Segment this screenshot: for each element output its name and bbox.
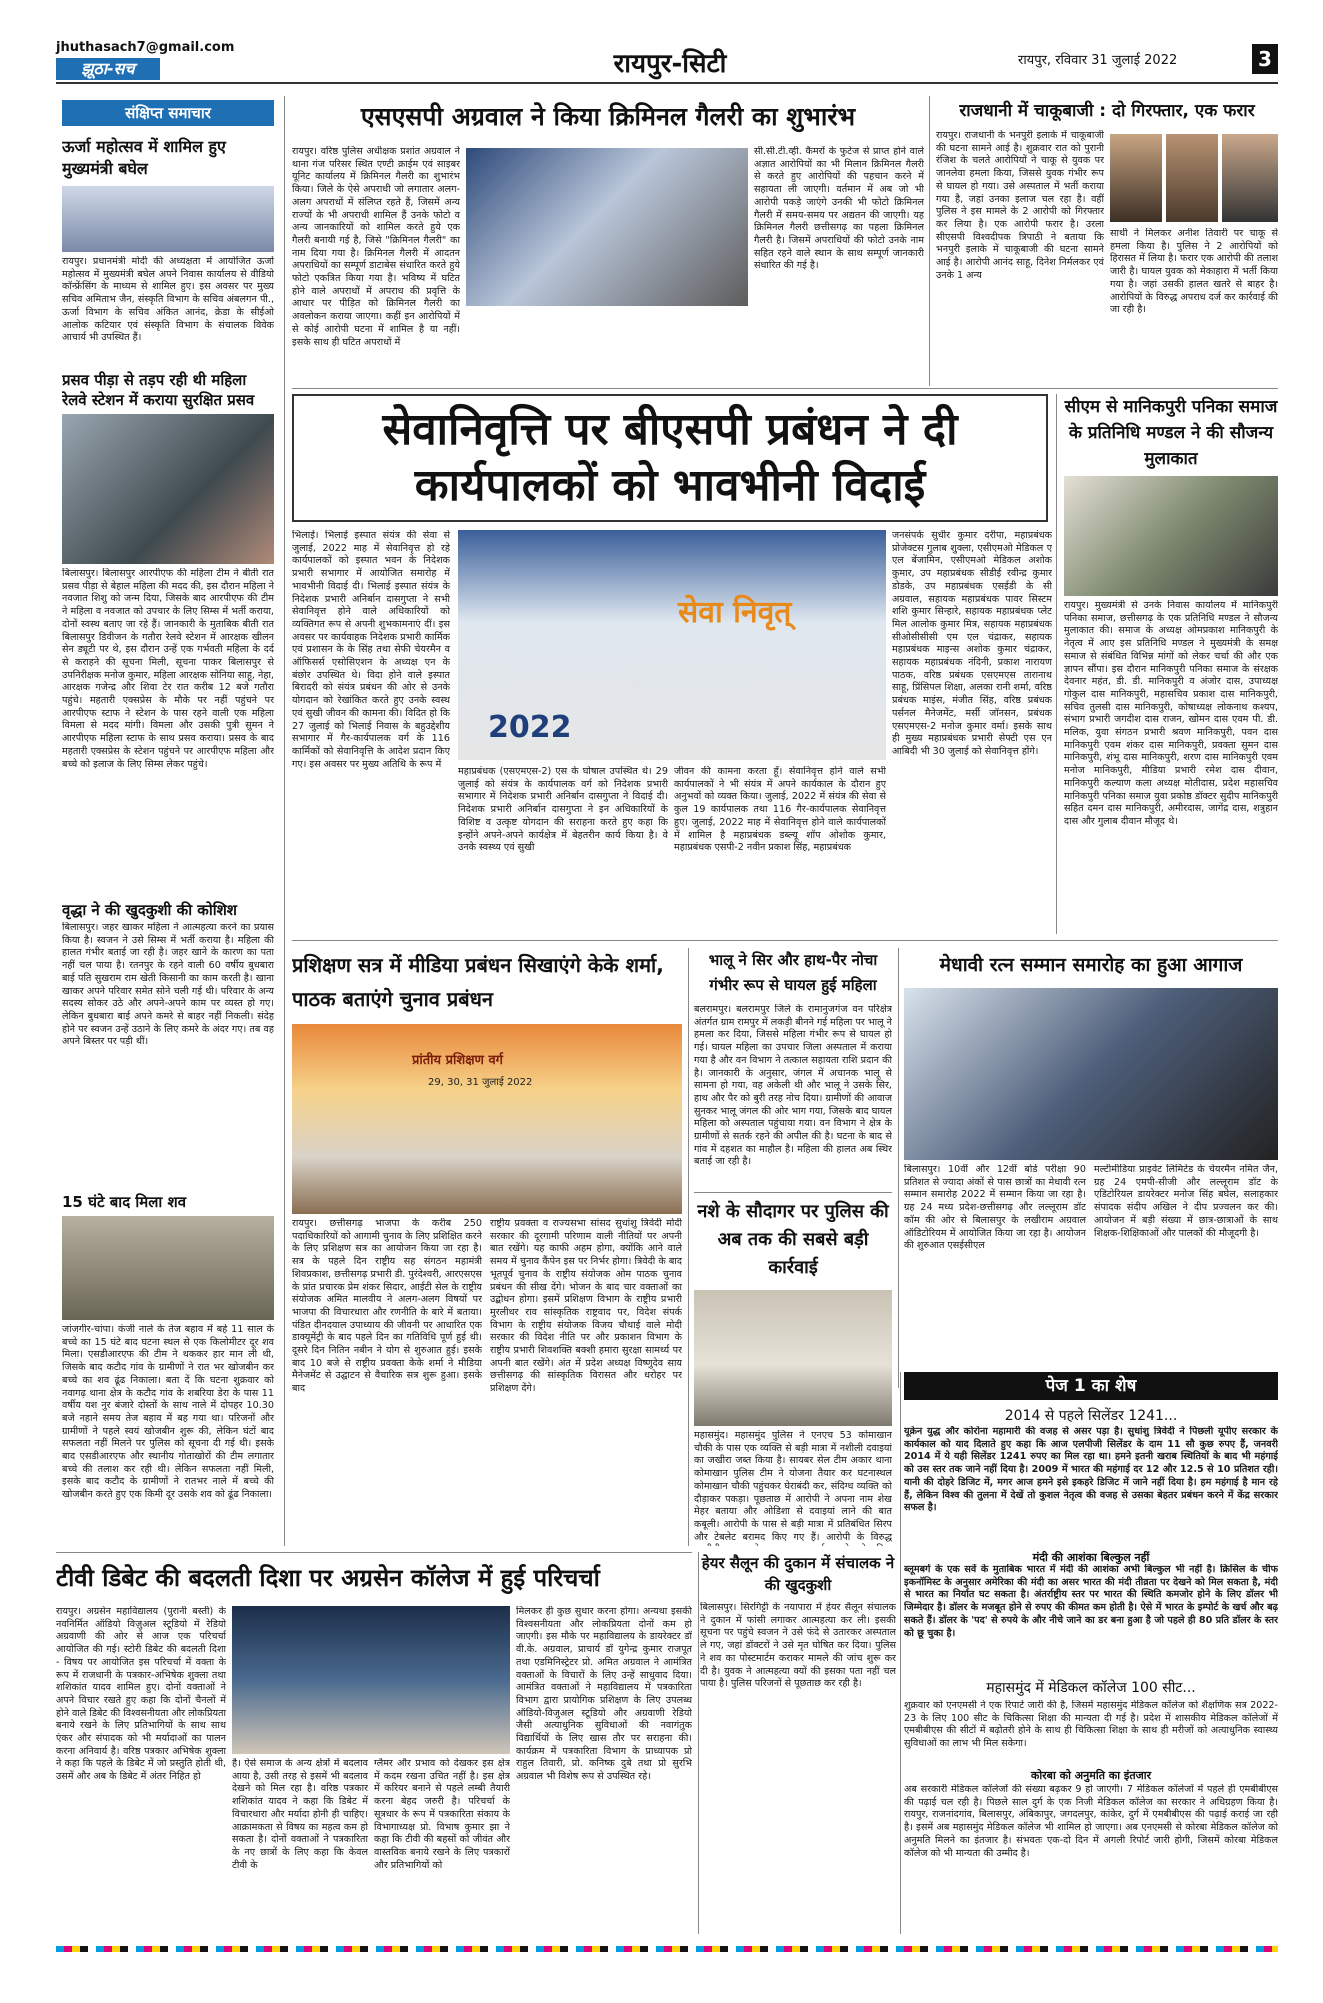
drowning-search-photo (62, 1216, 274, 1320)
bsp-text-4: जनसंपर्क सुधीर कुमार दरीपा, महाप्रबंधक प्रोजेक्टस गुलाब शुक्ला, एसीएमओ मेडिकल ए एल बेंजामिन, एसीएमओ मेडिकल अशोक कुमार, उप महाप्रबंधक सीडीई रवीन्द्र कुमार डोडके, उप महाप्रबंधक एसईडी के सी अग्रवाल, सहायक महाप्रबंधक पावर सिस्टम शशि कुमार सिन्हारे, सहायक महाप्रबंधक प्लेट मिल आलोक कुमार मित्र, सहायक महाप्रबंधक सीओसीसीसी एम एल चंद्राकर, सहायक महाप्रबंधक माइन्स अशोक कुमार चंद्राकर, सहायक महाप्रबंधक नंदिनी, प्रकाश नारायण पाठक, वरिष्ठ प्रबंधक एसएमएस तारानाथ साहू, प्रिंसिपल शिक्षा, अलका रानी शर्मा, वरिष्ठ प्रबंधक माइंस, मंजीत सिंह, वरिष्ठ प्रबंधक पर्सनल मैनेजमेंट, मर्सी जॉनसन, प्रबंधक एसएमएस-2 मनोज कुमार वर्मा। इसके साथ ही मुख्य महाप्रबंधक प्रभारी सेफ्टी एस एन आबिदी भी 30 जुलाई को सेवानिवृत्त होंगे। (892, 530, 1052, 757)
drugs-text: महासमुंद। महासमुंद पुलिस ने एनएच 53 कोमाखान चौकी के पास एक व्यक्ति से बड़ी मात्रा में नशीली दवाइयां का जखीरा जब्त किया है। सायबर सेल टीम अकार थाना कोमाखान पुलिस टीम ने योजना तैयार कर घटनास्थल कोमाखान चौकी पहुंचकर घेराबंदी कर, संदिग्ध व्यक्ति को दौड़ाकर पकड़ा। पूछताछ में आरोपी ने अपना नाम शेख मेहर बताया और ओडिशा से दवाइयां लाने की बात कबूली। आरोपी के पास से बड़ी मात्रा में प्रतिबंधित सिरप और टेबलेट बरामद किए गए हैं। आरोपी के विरुद्ध (694, 1430, 892, 1543)
training-text-2: राष्ट्रीय प्रवक्ता व राज्यसभा सांसद सुधांशु त्रिवेदी मोदी सरकार की दूरगामी परिणाम वाली नीतियों पर अपनी बात रखेंगे। यह काफी अहम होगा, क्योंकि आने वाले समय में चुनाव कैंपेन इस पर निर्भर होगा। त्रिवेदी के बाद भूतपूर्व चुनाव के राष्ट्रीय संयोजक ओम पाठक चुनाव प्रबंधन की सीख देंगे। भोजन के बाद चार वक्ताओं का उद्बोधन होगा। इसमें प्रशिक्षण विभाग के राष्ट्रीय प्रभारी मुरलीधर राव सांस्कृतिक राष्ट्रवाद पर, विदेश संपर्क विभाग के राष्ट्रीय संयोजक विजय चौथाई वाले मोदी सरकार की विदेश नीति पर और प्रकाशन विभाग के राष्ट्रीय प्रभारी शिवशक्ति बक्शी हमारा सुरक्षा सामर्थ्य पर अपनी बात रखेंगे। अंत में प्रदेश अध्यक्ष विष्णुदेव साय छत्तीसगढ़ की सांस्कृतिक विरासत और धरोहर पर प्रशिक्षण देंगे। (490, 1218, 682, 1395)
bsp-text-1: भिलाई। भिलाई इस्पात संयंत्र की सेवा से जुलाई, 2022 माह में सेवानिवृत्त हो रहे कार्यपालकों को इस्पात भवन के निदेशक प्रभारी सभागार में आयोजित समारोह में भावभीनी विदाई दी। भिलाई इस्पात संयंत्र के निदेशक प्रभारी अनिर्बान दासगुप्ता ने सभी सेवानिवृत्त होने वाले अधिकारियों को व्यक्तिगत रूप से अपनी शुभकामनाएं दीं। इस अवसर पर कार्यवाहक निदेशक प्रभारी कार्मिक एवं प्रशासन के के सिंह तथा सेफी चेयरमैन व ऑफिसर्स एसोसिएशन के अध्यक्ष एन के बंछोर उपस्थित थे। विदा होने वाले इस्पात बिरादरी को संयंत्र प्रबंधन की ओर से उनके योगदान को रेखांकित करते हुए उनके स्वस्थ एवं सुखी जीवन की कामना की। विदित हो कि 27 जुलाई को भिलाई निवास के बहुउद्देशीय सभागार में गैर-कार्यपालक वर्ग के 116 कार्मिकों को सेवानिवृत्ति के आदेश प्रदान किए गए। इस अवसर पर मुख्य अतिथि के रूप में (292, 530, 450, 770)
cont-heading-1: 2014 से पहले सिलेंडर 1241... (1004, 1408, 1178, 1424)
tv-headline: टीवी डिबेट की बदलती दिशा पर अग्रसेन कॉलेज में हुई परिचर्चा (56, 1564, 600, 1592)
cm-meeting-photo (1064, 476, 1278, 596)
email-text: jhuthasach7@gmail.com (56, 40, 235, 55)
gallery-text-2: सी.सी.टी.व्ही. कैमरों के फुटेज से प्राप्त होने वाले अज्ञात आरोपियों का भी मिलान क्रिमिनल गैलरी से करते हुए आरोपियों की पहचान करने में सहायता ली जाएगी। वर्तमान में अब जो भी आरोपी पकड़े जाएंगे उनकी भी फोटो क्रिमिनल गैलरी में समय-समय पर अद्यतन की जाएगी। यह क्रिमिनल गैलरी छत्तीसगढ़ का पहला क्रिमिनल गैलरी है। जिसमें अपराधियों की फोटो उनके नाम सहित रहने वाले स्थान के साथ सम्पूर्ण जानकारी संधारित की गई है। (754, 146, 924, 272)
bear-headline: भालू ने सिर और हाथ-पैर नोचा गंभीर रूप से घायल हुई महिला (708, 951, 878, 994)
color-registration-bar (56, 1946, 1278, 1952)
banner-text: सेवा निवृत् (678, 595, 792, 630)
cont-text-2: ब्लूमबर्ग के एक सर्वे के मुताबिक भारत में मंदी की आशंका अभी बिल्कुल भी नहीं है। क्रिसिल के चीफ इकनॉमिस्ट के अनुसार अमेरिका की मंदी का असर भारत की मंदी तीव्रता पर देखने को मिल सकता है, मंदी से भारत का निर्यात घट सकता है। अंतर्राष्ट्रीय स्तर पर भारत की स्थिति कमजोर होने के लिए डॉलर भी जिम्मेदार है। डॉलर के मजबूत होने से रुपए की कीमत कम होती है। ऐसे में भारत के इम्पोर्ट के खर्च और बढ़ सकते हैं। डॉलर के 'पद' से रुपये के और नीचे जाने का डर बना हुआ है जो पहले ही 80 प्रति डॉलर के स्तर को छू चुका है। (904, 1564, 1278, 1639)
training-text-1: रायपुर। छत्तीसगढ़ भाजपा के करीब 250 पदाधिकारियों को आगामी चुनाव के लिए प्रशिक्षित करने के लिए प्रशिक्षण सत्र का आयोजन किया जा रहा है। सत्र के पहले दिन राष्ट्रीय सह संगठन महामंत्री शिवप्रकाश, छत्तीसगढ़ प्रभारी डी. पुरंदेश्वरी, आरएसएस के प्रांत प्रचारक प्रेम शंकर सिदार, आईटी सेल के राष्ट्रीय संयोजक अमित मालवीय ने अलग-अलग विषयों पर भाजपा की विचारधारा और रणनीति के बारे में बताया। पंडित दीनदयाल उपाध्याय की जीवनी पर आधारित एक डाक्यूमेंट्री के बाद पहले दिन का गतिविधि पूर्ण हुई थी। दूसरे दिन नितिन नबीन ने योग से शुरुआत हुई। इसके बाद 10 बजे से राष्ट्रीय प्रवक्ता केके शर्मा ने मीडिया मैनेजमेंट से उद्घाटन से वैचारिक सत्र शुरू हुआ। इसके बाद (292, 1218, 482, 1395)
bsp-text-3: जीवन की कामना करता हूँ। सेवानिवृत्त होने वाले सभी कार्यपालकों ने भी संयंत्र में अपने कार्यकाल के दौरान हुए अनुभवों को व्यक्त किया। जुलाई, 2022 में संयंत्र की सेवा से कुल 19 कार्यपालक तथा 116 गैर-कार्यपालक सेवानिवृत्त हुए। जुलाई, 2022 माह में सेवानिवृत्त होने वाले कार्यपालकों में शामिल है महाप्रबंधक डब्ल्यू शॉप ओशोक कुमार, महाप्रबंधक एसपी-2 नवीन प्रकाश सिंह, महाप्रबंधक (674, 766, 886, 854)
cont-text-1: यूक्रेन युद्ध और कोरोना महामारी की वजह से असर पड़ा है। सुधांशु त्रिवेदी ने पिछली यूपीए सरकार के कार्यकाल को याद दिलाते हुए कहा कि आज एलपीजी सिलेंडर के दाम 11 सौ कुछ रुपए हैं, जनवरी 2014 में ये यही सिलेंडर 1241 रुपए का मिल रहा था। हमने इतनी खराब स्थितियों के बाद भी महंगाई को उस स्तर तक जाने नहीं दिया है। 2009 में भारत की महंगाई दर 12 और 12.5 से 10 प्रतिशत रही। यानी की दोहरे डिजिट में, मगर आज हमने इसे इकहरे डिजिट में जाने नहीं दिया है। हम महंगाई है मान रहे हैं, लेकिन विश्व की तुलना में देखें तो कुशल नेतृत्व की वजह से उसका बेहतर प्रबंधन करने में केंद्र सरकार सफल है। (904, 1426, 1278, 1514)
criminal-gallery-photo (466, 148, 748, 306)
brief-text-2: बिलासपुर। बिलासपुर आरपीएफ की महिला टीम ने बीती रात प्रसव पीड़ा से बेहाल महिला की मदद की, इस दौरान महिला ने नवजात शिशु को जन्म दिया, जिसके बाद आरपीएफ की टीम ने महिला व नवजात को उपचार के लिए सिम्स में भर्ती कराया, दोनों स्वस्थ बताए जा रहे हैं। जानकारी के मुताबिक बीती रात बिलासपुर डिवीजन के गतौरा रेलवे स्टेशन में आरक्षक खीलन सेन ड्यूटी पर थे, इस दौरान उन्हें एक गर्भवती महिला के दर्द से कराहने की सूचना मिली, सूचना पाकर बिलासपुर से उपनिरीक्षक मनोज कुमार, महिला आरक्षक सोनिया साहू, नेहा, आरक्षक गजेन्द्र और शिवा टेर रात करीब 12 बजे गतौरा पहुंचे। महतारी एक्सप्रेस के मौके पर नहीं पहुंचने पर आरपीएफ स्टाफ ने स्टेशन के पास रहने वाली एक महिला विमला से मदद मांगी। विमला और उसकी पुत्री सुमन ने आरपीएफ महिला स्टाफ के साथ प्रसव कराया। प्रसव के बाद महतारी एक्सप्रेस के स्टेशन पहुंचने पर आरपीएफ महिला और बच्चे को इलाज के लिए सिम्स लेकर पहुंचे। (62, 568, 274, 770)
tv-text-2: है। ऐसे समाज के अन्य क्षेत्रों में बदलाव आया है, उसी तरह से इसमें भी बदलाव देखने को मिल रहा है। वरिष्ठ पत्रकार शशिकांत यादव ने कहा कि डिबेट में विचारधारा और मर्यादा होनी ही चाहिए। आक्रामकता से विषय का महत्व कम हो सकता है। दोनों वक्ताओं ने पत्रकारिता के नए छात्रों के लिए कहा कि केवल टीवी के (232, 1758, 368, 1871)
newspaper-logo: झूठा-सच (56, 58, 160, 80)
banner-year: 2022 (488, 710, 572, 745)
brief-text-1: रायपुर। प्रधानमंत्री मोदी की अध्यक्षता में आयोजित ऊर्जा महोत्सव में मुख्यमंत्री बघेल अपने निवास कार्यालय से वीडियो कॉन्फ्रेंसिंग के माध्यम से शामिल हुए। इस अवसर पर मुख्य सचिव अमिताभ जैन, संस्कृति विभाग के सचिव अंबलगन पी., ऊर्जा विभाग के सचिव अंकित आनंद, क्रेडा के सीईओ आलोक कटियार एवं संस्कृति विभाग के संचालक विवेक आचार्य भी उपस्थित हैं। (62, 256, 274, 344)
drugs-headline: नशे के सौदागर पर पुलिस की अब तक की सबसे बड़ी कार्रवाई (697, 1201, 889, 1278)
bsp-farewell-photo (458, 530, 886, 760)
stage-banner: प्रांतीय प्रशिक्षण वर्ग (412, 1053, 504, 1068)
accused-photo-1 (1110, 134, 1162, 222)
page-number: 3 (1252, 44, 1278, 74)
award-ceremony-photo (904, 988, 1278, 1160)
saloon-text: बिलासपुर। सिरगिट्टी के नयापारा में हेयर सैलून संचालक ने दुकान में फांसी लगाकर आत्महत्या कर ली। इसकी सूचना पर पहुंचे स्वजन ने उसे फंदे से उतारकर अस्पताल ले गए, जहां डॉक्टरों ने उसे मृत घोषित कर दिया। पुलिस ने शव का पोस्टमार्टम कराकर मामले की जांच शुरू कर दी है। युवक ने आत्महत्या क्यों की इसका पता नहीं चल पाया है। पुलिस परिजनों से पूछताछ कर रही है। (700, 1602, 896, 1690)
award-headline: मेधावी रत्न सम्मान समारोह का हुआ आगाज (939, 954, 1243, 976)
tv-text-1: रायपुर। अग्रसेन महाविद्यालय (पुरानी बस्ती) के नवनिर्मित ऑडियो विज़ुअल स्टूडियो में रेडियो अग्रवाणी की ओर से आज एक परिचर्चा आयोजित की गई। स्टोरी डिबेट की बदलती दिशा - विषय पर आयोजित इस परिचर्चा में वक्ता के रूप में राजधानी के पत्रकार-अभिषेक शुक्ला तथा शशिकांत यादव शामिल हुए। दोनों वक्ताओं ने अपने विचार रखते हुए कहा कि दोनों चैनलों में होने वाले डिबेट की विश्वसनीयता और लोकप्रियता बनाये रखने के लिए प्रतिभागियों के साथ साथ एंकर और संपादक को भी मर्यादाओं का पालन करना अनिवार्य है। वरिष्ठ पत्रकार अभिषेक शुक्ला ने कहा कि पहले के डिबेट में जो प्रस्तुति होती थी, उसमें और अब के डिबेट में अंतर निहित हो (56, 1606, 226, 1783)
brief-headline-3: वृद्धा ने की खुदकुशी की कोशिश (62, 901, 237, 919)
training-headline: प्रशिक्षण सत्र में मीडिया प्रबंधन सिखाएंगे केके शर्मा, पाठक बताएंगे चुनाव प्रबंधन (292, 953, 664, 1011)
cont-text-3: शुक्रवार को एनएमसी ने एक रिपार्ट जारी की है, जिसमें महासमुंद मेडिकल कॉलेज को शैक्षणिक सत्र 2022-23 के लिए 100 सीट के चिकित्सा शिक्षा की मान्यता दी गई है। प्रदेश में शासकीय मेडिकल कॉलेजों में एमबीबीएस की सीटों में बढ़ोतरी होने के साथ ही चिकित्सा शिक्षा के साथ ही मरीजों को अत्याधुनिक स्वास्थ्य सुविधाओं का लाभ भी मिल सकेगा। (904, 1700, 1278, 1750)
cont-text-4: अब सरकारी मेडिकल कॉलेजों की संख्या बढ़कर 9 हो जाएगी। 7 मेडिकल कॉलेजों में पहले ही एमबीबीएस की पढ़ाई चल रही है। पिछले साल दुर्ग के एक निजी मेडिकल कॉलेज का सरकार ने अधिग्रहण किया है। रायपुर, राजनांदगांव, बिलासपुर, अंबिकापुर, जगदलपुर, कांकेर, दुर्ग में एमबीबीएस की पढ़ाई कराई जा रही है। इसमें अब महासमुंद मेडिकल कॉलेज भी शामिल हो जाएगा। अब एनएमसी से कोरबा मेडिकल कॉलेज को अनुमति मिलने का इंतजार है। संभवतः एक-दो दिन में अगली रिपोर्ट जारी होगी, जिसमें कोरबा मेडिकल कॉलेज को भी मान्यता की उम्मीद है। (904, 1784, 1278, 1859)
masthead (0, 0, 1323, 84)
tv-text-3: ग्लैमर और प्रभाव को देखकर इस क्षेत्र में कदम रखना उचित नहीं है। इस क्षेत्र में करियर बनाने से पहले लम्बी तैयारी करना बेहद जरुरी है। परिचर्चा के सूत्रधार के रूप में पत्रकारिता संकाय के विभागाध्यक्ष प्रो. विभाष कुमार झा ने कहा कि टीवी की बहसों को जीवंत और वास्तविक बनाये रखने के लिए पत्रकारों और प्रतिभागियों को (374, 1758, 510, 1871)
issue-date: रायपुर, रविवार 31 जुलाई 2022 (1018, 53, 1178, 68)
tv-text-4: मिलकर ही कुछ सुधार करना होगा। अन्यथा इसकी विश्वसनीयता और लोकप्रियता दोनों कम हो जाएगी। इस मौके पर महाविद्यालय के डायरेक्टर डॉ वी.के. अग्रवाल, प्राचार्य डॉ युगेन्द्र कुमार राजपूत तथा एडमिनिस्ट्रेटर प्रो. अमित अग्रवाल ने आमंत्रित वक्ताओं के विचारों के लिए उन्हें साधुवाद दिया। आमंत्रित वक्ताओं ने महाविद्यालय में पत्रकारिता विभाग द्वारा प्रायोगिक प्रशिक्षण के लिए उपलब्ध ऑडियो-विजुअल स्टूडियो और अग्रवाणी रेडियो जैसी अत्याधुनिक सुविधाओं की नवागंतुक विद्यार्थियों के लिए खास तौर पर सराहना की। कार्यक्रम में पत्रकारिता विभाग के प्राध्यापक प्रो राहुल तिवारी, प्रो. कनिष्क दुबे तथा प्रो सुरभि अग्रवाल भी विशेष रूप से उपस्थित रहे। (516, 1606, 692, 1783)
award-text-1: बिलासपुर। 10वीं और 12वीं बोर्ड परीक्षा 90 प्रतिशत से ज्यादा अंकों से पास छात्रों का मेधावी रत्न सम्मान समारोह 2022 में सम्मान किया जा रहा है। ग्रह 24 मध्य प्रदेश-छत्तीसगढ़ और लल्लूराम डॉट कॉम की ओर से बिलासपुर के लखीराम अग्रवाल ऑडिटोरियम में आयोजित किया जा रहा है। आयोजन की शुरुआत एसईसीएल (904, 1164, 1086, 1252)
cont-sub-1: मंदी की आशंका बिल्कुल नहीं (1032, 1551, 1150, 1564)
brief-text-4: जांजगीर-चांपा। कंजी नाले के तेज बहाव में बहे 11 साल के बच्चे का 15 घंटे बाद घटना स्थल से एक किलोमीटर दूर शव मिला। एसडीआरएफ की टीम ने थककर हार मान ली थी, जिसके बाद कटौद गांव के ग्रामीणों ने रात भर खोजबीन कर बच्चे का शव ढूंढ निकाला। बता दें कि घटना शुक्रवार को नवागढ़ थाना क्षेत्र के कटौद गांव के शबरिया डेरा के पास 11 वर्षीय यश नुर बंजारे दोस्तों के साथ नाले में दोपहर 10.30 बजे नहाने समय तेज बहाव में बह गया था। परिजनों और ग्रामीणों ने पहले स्वयं खोजबीन शुरू की, लेकिन घंटों बाद सफलता नहीं मिलने पर पुलिस को सूचना दी गई थी। इसके बाद एसडीआरएफ और स्थानीय गोताखोरों की टीम लगातार बच्चे की तलाश कर रही थी। लेकिन सफलता नहीं मिली, इसके बाद कटौद के ग्रामीणों ने रातभर नाले में बच्चे की खोजबीन करते हुए एक किमी दूर उसके शव को ढूंढ निकाला। (62, 1324, 274, 1501)
stage-dates: 29, 30, 31 जुलाई 2022 (428, 1077, 533, 1088)
drugs-seizure-photo (694, 1290, 892, 1426)
brief-text-3: बिलासपुर। जहर खाकर महिला ने आत्महत्या करने का प्रयास किया है। स्वजन ने उसे सिम्स में भर्ती कराया है। महिला की हालत गंभीर बताई जा रही है। जहर खाने के कारण का पता नहीं चल पाया है। रतनपुर के रहने वाली 60 वर्षीय बुधबारा बाई पति सुखराम राम खेती किसानी का काम करती है। खाना खाकर अपने परिवार समेत सोने चली गई थी। परिवार के अन्य सदस्य सोकर उठे और अपने-अपने काम पर व्यस्त हो गए। लेकिन बुधबारा बाई अपने कमरे से बाहर नहीं निकली। संदेह होने पर स्वजन उन्हें उठाने के लिए कमरे के अंदर गए। तब वह अपने बिस्तर पर पड़ी थीं। (62, 922, 274, 1048)
brief-headline-2: प्रसव पीड़ा से तड़प रही थी महिला रेलवे स्टेशन में कराया सुरक्षित प्रसव (62, 371, 255, 409)
cm-headline: सीएम से मानिकपुरी पनिका समाज के प्रतिनिधि मण्डल ने की सौजन्य मुलाकात (1064, 397, 1278, 469)
cont-sub-2: कोरबा को अनुमति का इंतजार (1030, 1769, 1152, 1782)
energy-festival-photo (62, 186, 274, 252)
continuation-header: पेज 1 का शेष (904, 1372, 1278, 1400)
award-text-2: मल्टीमीडिया प्राइवेट लिमिटेड के चेयरमैन नमित जैन, ग्रह 24 एमपी-सीजी और लल्लूराम डॉट के एडिटोरियल डायरेक्टर मनोज सिंह बघेल, सलाहकार संपादक संदीप अखिल ने दीप प्रज्वलन कर की। आयोजन में बड़ी संख्या में छात्र-छात्राओं के साथ शिक्षक-शिक्षिकाओं और पालकों की मौजूदगी है। (1094, 1164, 1278, 1239)
accused-photo-3 (1222, 134, 1278, 222)
cont-heading-2: महासमुंद में मेडिकल कॉलेज 100 सीट... (986, 1680, 1196, 1696)
saloon-headline: हेयर सैलून की दुकान में संचालक ने की खुदकुशी (701, 1554, 895, 1594)
brief-headline-1: ऊर्जा महोत्सव में शामिल हुए मुख्यमंत्री बघेल (62, 137, 226, 178)
knife-text-1: रायपुर। राजधानी के भनपुरी इलाके में चाकूबाजी की घटना सामने आई है। शुक्रवार रात को पुरानी रंजिश के चलते आरोपियों ने चाकू से युवक पर जानलेवा हमला किया, जिससे युवक गंभीर रूप से घायल हो गया। उसे अस्पताल में भर्ती कराया गया है, जहां उनका इलाज चल रहा है। वहीं पुलिस ने इस मामले के 2 आरोपी को गिरफ्तार कर लिया है। एक आरोपी फरार है। उरला सीएसपी विश्वदीपक त्रिपाठी ने बताया कि भनपुरी इलाके में चाकूबाजी की घटना सामने आई है। आरोपी आनंद साहू, दिनेश निर्मलकर एवं उनके 1 अन्य (936, 130, 1104, 281)
training-stage-photo (292, 1024, 682, 1214)
cm-text: रायपुर। मुख्यमंत्री से उनके निवास कार्यालय में मानिकपुरी पनिका समाज, छत्तीसगढ़ के एक प्रतिनिधि मण्डल ने सौजन्य मुलाकात की। समाज के अध्यक्ष ओमप्रकाश मानिकपुरी के नेतृत्व में आए इस प्रतिनिधि मण्डल ने मुख्यमंत्री के समक्ष समाज से संबंधित विभिन्न मांगों को लेकर चर्चा की और एक ज्ञापन सौंपा। इस दौरान मानिकपुरी पनिका समाज के संरक्षक देवनार महंत, डी. डी. मानिकपुरी व अंजोर दास, उपाध्यक्ष गोकुल दास मानिकपुरी, महासचिव प्रकाश दास मानिकपुरी, सचिव तुलसी दास मानिकपुरी, कोषाध्यक्ष लोकनाथ कश्यप, संभाग प्रभारी जगदीश दास राजन, खोमन दास एवम पी. डी. मलिक, युवा संगठन प्रभारी श्रवण मानिकपुरी, पवन दास मानिकपुरी एवम शंकर दास मानिकपुरी, प्रवक्ता सुमन दास मानिकपुरी, शंभू दास मानिकपुरी, शरण दास मानिकपुरी एवम मनोज मानिकपुरी, मीडिया प्रभारी रमेश दास दीवान, मानिकपुरी कल्याण कला अध्यक्ष मोतीदास, प्रदेश महासचिव मानिकपुरी पनिका समाज युवा प्रकोष्ठ डॉक्टर सुदीप मानिकपुरी सहित दमन दास मानिकपुरी, अमीरदास, जागेंद्र दास, शत्रुहान दास और गुलाब दीवान मौजूद थे। (1064, 600, 1278, 827)
section-title: रायपुर-सिटी (613, 49, 727, 79)
knife-text-2: साथी ने मिलकर अनीश तिवारी पर चाकू से हमला किया है। पुलिस ने 2 आरोपियों को हिरासत में लिया है। फरार एक आरोपी की तलाश जारी है। घायल युवक को मेकाहारा में भर्ती किया गया है। जहां उसकी हालत खतरे से बाहर है। आरोपियों के विरुद्ध अपराध दर्ज कर कार्रवाई की जा रही है। (1110, 228, 1278, 316)
brief-headline-4: 15 घंटे बाद मिला शव (62, 1193, 187, 1211)
bsp-headline: सेवानिवृत्ति पर बीएसपी प्रबंधन ने दी कार्यपालकों को भावभीनी विदाई (382, 404, 958, 511)
knife-headline: राजधानी में चाकूबाजी : दो गिरफ्तार, एक फरार (959, 101, 1255, 121)
bsp-text-2: महाप्रबंधक (एसएमएस-2) एस के घोषाल उपस्थित थे। 29 जुलाई को संयंत्र के कार्यपालक वर्ग को निदेशक प्रभारी सभागार में निदेशक प्रभारी अनिर्बान दासगुप्ता ने विदाई दी। निदेशक प्रभारी अनिर्बान दासगुप्ता ने इन अधिकारियों के विशिष्ट व उत्कृष्ट योगदान की सराहना करते हुए कहा कि इन्होंने अपने-अपने कार्यक्षेत्र में बेहतरीन कार्य किया है। वे उनके स्वस्थ्य एवं सुखी (458, 766, 668, 854)
gallery-headline: एसएसपी अग्रवाल ने किया क्रिमिनल गैलरी का शुभारंभ (360, 102, 856, 131)
brief-column (56, 96, 281, 1546)
railway-delivery-photo (62, 414, 274, 564)
bear-text: बलरामपुर। बलरामपुर जिले के रामानुजगंज वन परिक्षेत्र अंतर्गत ग्राम रामपुर में लकड़ी बीनने गई महिला पर भालू ने हमला कर दिया, जिससे महिला गंभीर रूप से घायल हो गई। घायल महिला का उपचार जिला अस्पताल में कराया गया है और वन विभाग ने तत्काल सहायता राशि प्रदान की है। जानकारी के अनुसार, जंगल में अचानक भालू से सामना हो गया, वह अकेली थी और भालू ने उसके सिर, हाथ और पैर को बुरी तरह नोच दिया। ग्रामीणों की आवाज सुनकर भालू जंगल की ओर भाग गया, जिसके बाद घायल महिला को अस्पताल पहुंचाया गया। वन विभाग ने क्षेत्र के ग्रामीणों से सतर्क रहने की अपील की है। घटना के बाद से गांव में दहशत का माहौल है। महिला की हालत अब स्थिर बताई जा रही है। (694, 1004, 892, 1168)
gallery-text-1: रायपुर। वरिष्ठ पुलिस अधीक्षक प्रशांत अग्रवाल ने थाना गंज परिसर स्थित एण्टी क्राईम एवं साइबर यूनिट कार्यालय में क्रिमिनल गैलरी का शुभारंभ किया। जिले के ऐसे अपराधी जो लगातार अलग-अलग अपराधों में संलिप्त रहते हैं, जिसमें अन्य राज्यों के भी अपराधी शामिल हैं उनके फोटो व अन्य जानकारियों को शामिल करते हुये एक गैलरी बनायी गई है, जिसे "क्रिमिनल गैलरी" का नाम दिया गया है। क्रिमिनल गैलरी में आदतन अपराधियों का सम्पूर्ण डाटाबेस संधारित करते हुये फोटो एकत्रित किया गया है। भविष्य में घटित होने वाले अपराधों में अपराध की प्रवृत्ति के आधार पर पीड़ित को क्रिमिनल गैलरी का अवलोकन कराया जाएगा। कहीं इन आरोपियों में से कोई आरोपी घटना में शामिल है या नहीं। इसके साथ ही घटित अपराधों में (292, 146, 460, 348)
accused-photo-2 (1166, 134, 1218, 222)
tv-debate-photo (232, 1606, 510, 1754)
brief-header: संक्षिप्त समाचार (62, 100, 274, 126)
